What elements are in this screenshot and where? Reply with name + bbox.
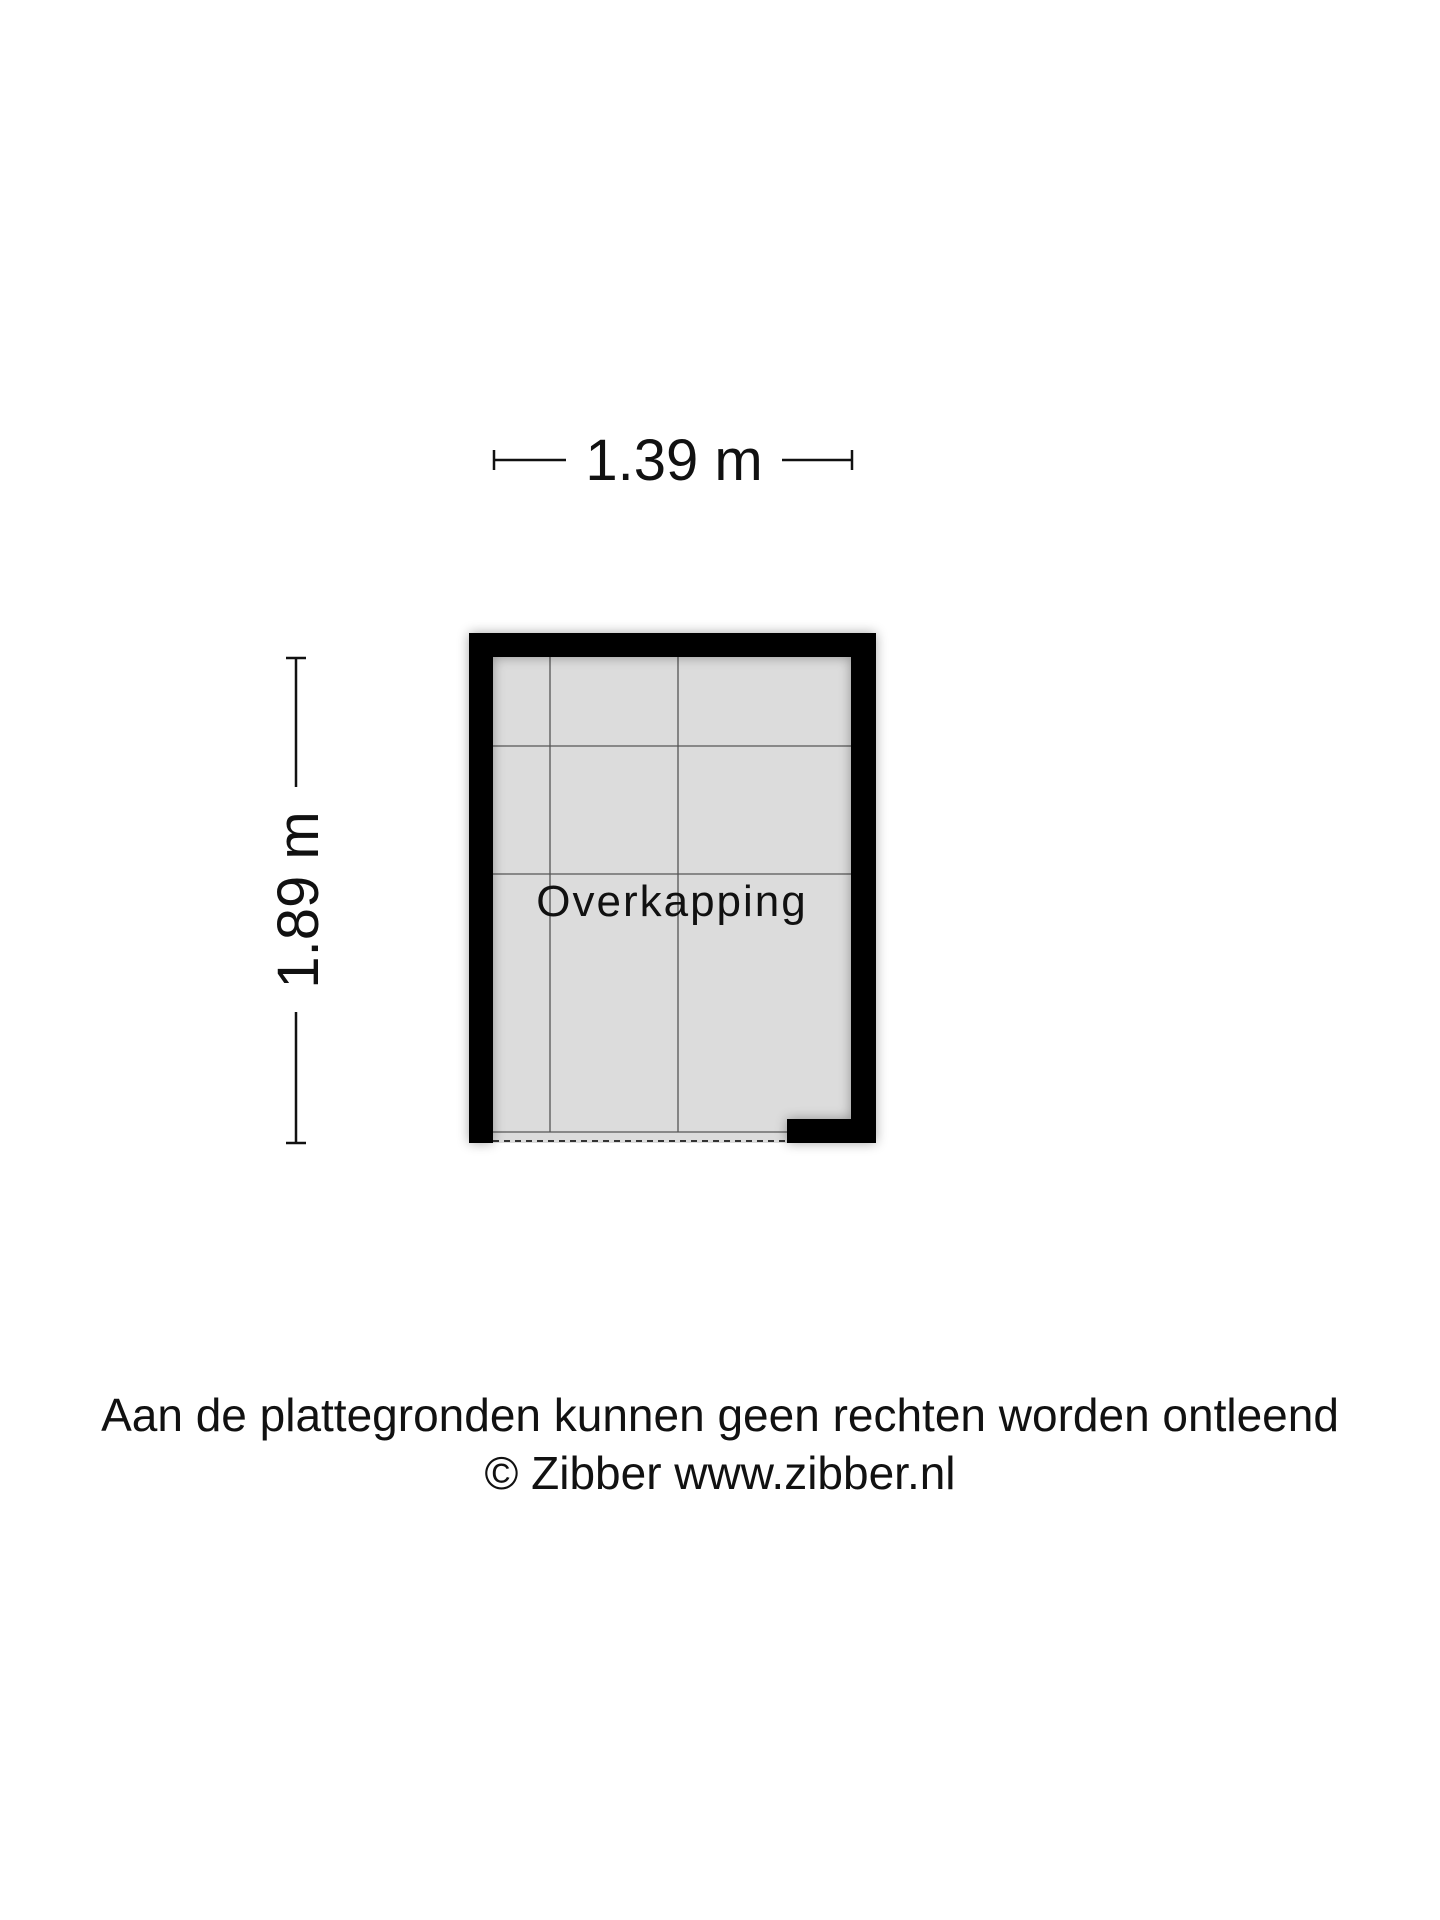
disclaimer-text: Aan de plattegronden kunnen geen rechten worden ontleend: [101, 1389, 1339, 1441]
wall-bottom-right-stub: [787, 1119, 876, 1143]
copyright-text: © Zibber www.zibber.nl: [484, 1447, 956, 1499]
height-dimension-label: 1.89 m: [266, 811, 331, 989]
room-label: Overkapping: [536, 877, 808, 926]
height-dimension: [266, 658, 331, 1143]
wall-left: [469, 633, 493, 1143]
width-dimension: [494, 428, 852, 493]
wall-top: [469, 633, 876, 657]
wall-right: [851, 633, 876, 1143]
width-dimension-label: 1.39 m: [585, 428, 763, 493]
